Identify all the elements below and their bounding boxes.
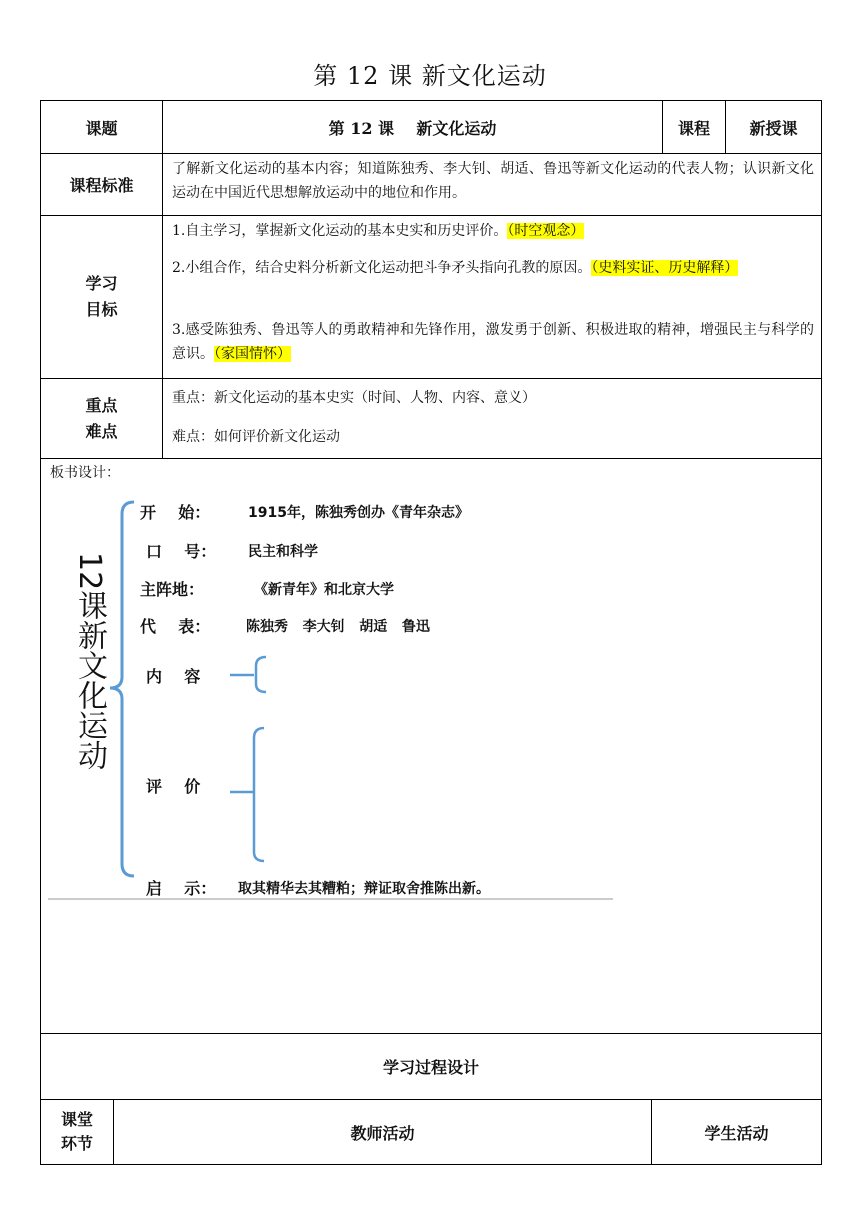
- board-value-insight: 取其精华去其糟粕；辩证取舍推陈出新。: [238, 881, 490, 897]
- course-label: 课程: [677, 118, 710, 138]
- goal-tag: （史料实证、历史解释）: [591, 260, 739, 276]
- goals-label-line2: 目标: [85, 300, 118, 319]
- standard-text: 了解新文化运动的基本内容；知道陈独秀、李大钊、胡适、鲁迅等新文化运动的代表人物；认识新文化运动在中国近代思想解放运动中的地位和作用。: [172, 161, 814, 201]
- process-col-teacher: 教师活动: [350, 1123, 415, 1143]
- goal-tag: （家国情怀）: [214, 346, 291, 362]
- course-value: 新授课: [749, 118, 798, 138]
- table-border-right: [821, 100, 822, 1165]
- goal-item-2: [172, 256, 814, 280]
- board-value-slogan: 民主和科学: [248, 544, 318, 560]
- difficult-point-text: 难点：如何评价新文化运动: [172, 429, 340, 445]
- process-col-student: 学生活动: [704, 1123, 769, 1143]
- goal-item-3: [172, 318, 814, 366]
- board-value-representatives: 陈独秀 李大钊 胡适 鲁迅: [246, 619, 430, 635]
- goal-text: 3.感受陈独秀、鲁迅等人的勇敢精神和先锋作用，激发勇于创新、积极进取的精神，增强民主与科学的意识。: [172, 322, 814, 362]
- page-title: 第 12 课 新文化运动: [313, 62, 547, 90]
- row-divider: [40, 458, 822, 459]
- stage-line1: 课堂: [60, 1110, 93, 1129]
- goal-item-1: [172, 219, 814, 243]
- topic-label: 课题: [85, 118, 118, 138]
- table-border-bottom: [40, 1164, 822, 1165]
- process-col-stage: [41, 1100, 113, 1164]
- topic-value: 第 12 课 新文化运动: [328, 118, 497, 138]
- key-label-line1: 重点: [85, 395, 118, 415]
- standard-label: 课程标准: [69, 176, 134, 195]
- process-title: 学习过程设计: [382, 1058, 479, 1077]
- goal-text: 2.小组合作，结合史料分析新文化运动把斗争矛头指向孔教的原因。: [172, 260, 592, 276]
- stage-line2: 环节: [60, 1134, 93, 1153]
- board-value-start: 1915年，陈独秀创办《青年杂志》: [248, 505, 469, 521]
- goals-label: [41, 216, 162, 378]
- key-label-line2: 难点: [85, 421, 118, 441]
- key-point-text: 重点：新文化运动的基本史实（时间、人物、内容、意义）: [172, 390, 536, 406]
- goals-label-line1: 学习: [85, 274, 118, 293]
- board-key-content: 内 容: [146, 667, 201, 686]
- board-key-start: 开 始：: [140, 503, 211, 522]
- board-key-slogan: 口 号：: [146, 542, 217, 561]
- board-key-representatives: 代 表：: [140, 617, 211, 636]
- board-key-base: 主阵地：: [140, 580, 205, 599]
- board-diagram: [48, 492, 613, 902]
- board-vertical-title: 12课新文化运动: [72, 552, 107, 771]
- board-brackets: [48, 492, 613, 902]
- board-value-base: 《新青年》和北京大学: [254, 582, 394, 598]
- board-key-evaluation: 评 价: [146, 777, 201, 796]
- goal-text: 1.自主学习，掌握新文化运动的基本史实和历史评价。: [172, 223, 508, 239]
- board-label: 板书设计：: [50, 465, 120, 481]
- goal-tag: （时空观念）: [507, 223, 585, 239]
- board-key-insight: 启 示：: [146, 879, 217, 898]
- col-divider: [162, 100, 163, 458]
- key-points-label: [41, 379, 162, 458]
